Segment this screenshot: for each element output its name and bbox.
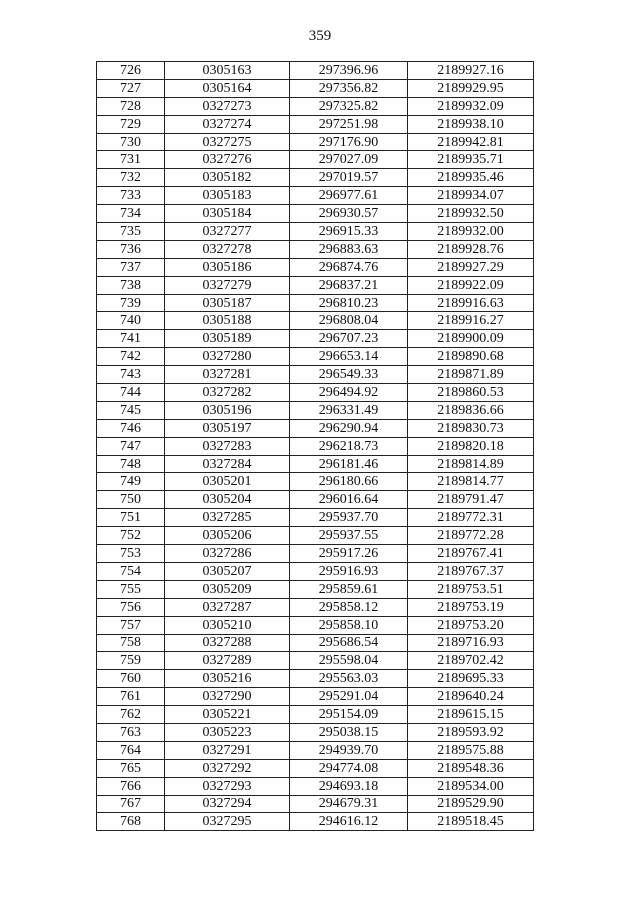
point-id-cell: 0327289	[165, 652, 290, 670]
row-index-cell: 753	[97, 545, 165, 563]
coordinates-table-body	[97, 62, 534, 831]
table-row	[97, 223, 534, 241]
row-index-cell: 727	[97, 79, 165, 97]
point-id-cell: 0305197	[165, 419, 290, 437]
y-coordinate-cell: 2189820.18	[408, 437, 534, 455]
y-coordinate-cell: 2189753.20	[408, 616, 534, 634]
row-index-cell: 763	[97, 723, 165, 741]
x-coordinate-cell: 297176.90	[290, 133, 408, 151]
point-id-cell: 0305189	[165, 330, 290, 348]
point-id-cell: 0305216	[165, 670, 290, 688]
x-coordinate-cell: 297027.09	[290, 151, 408, 169]
table-row	[97, 813, 534, 831]
point-id-cell: 0327278	[165, 240, 290, 258]
row-index-cell: 759	[97, 652, 165, 670]
y-coordinate-cell: 2189695.33	[408, 670, 534, 688]
table-row	[97, 723, 534, 741]
y-coordinate-cell: 2189575.88	[408, 741, 534, 759]
row-index-cell: 731	[97, 151, 165, 169]
row-index-cell: 742	[97, 348, 165, 366]
y-coordinate-cell: 2189871.89	[408, 366, 534, 384]
table-row	[97, 205, 534, 223]
point-id-cell: 0327286	[165, 545, 290, 563]
x-coordinate-cell: 296837.21	[290, 276, 408, 294]
y-coordinate-cell: 2189548.36	[408, 759, 534, 777]
table-row	[97, 437, 534, 455]
table-row	[97, 366, 534, 384]
y-coordinate-cell: 2189836.66	[408, 401, 534, 419]
y-coordinate-cell: 2189932.50	[408, 205, 534, 223]
row-index-cell: 733	[97, 187, 165, 205]
x-coordinate-cell: 296290.94	[290, 419, 408, 437]
row-index-cell: 755	[97, 580, 165, 598]
x-coordinate-cell: 297251.98	[290, 115, 408, 133]
x-coordinate-cell: 296874.76	[290, 258, 408, 276]
row-index-cell: 730	[97, 133, 165, 151]
point-id-cell: 0305201	[165, 473, 290, 491]
x-coordinate-cell: 296181.46	[290, 455, 408, 473]
y-coordinate-cell: 2189772.28	[408, 527, 534, 545]
row-index-cell: 738	[97, 276, 165, 294]
x-coordinate-cell: 295154.09	[290, 706, 408, 724]
table-row	[97, 401, 534, 419]
row-index-cell: 728	[97, 97, 165, 115]
y-coordinate-cell: 2189922.09	[408, 276, 534, 294]
table-row	[97, 741, 534, 759]
table-row	[97, 795, 534, 813]
table-row	[97, 634, 534, 652]
table-row	[97, 580, 534, 598]
row-index-cell: 764	[97, 741, 165, 759]
table-row	[97, 62, 534, 80]
table-row	[97, 598, 534, 616]
y-coordinate-cell: 2189814.77	[408, 473, 534, 491]
y-coordinate-cell: 2189830.73	[408, 419, 534, 437]
row-index-cell: 765	[97, 759, 165, 777]
x-coordinate-cell: 296915.33	[290, 223, 408, 241]
row-index-cell: 756	[97, 598, 165, 616]
x-coordinate-cell: 295291.04	[290, 688, 408, 706]
row-index-cell: 762	[97, 706, 165, 724]
row-index-cell: 754	[97, 562, 165, 580]
y-coordinate-cell: 2189518.45	[408, 813, 534, 831]
y-coordinate-cell: 2189929.95	[408, 79, 534, 97]
row-index-cell: 748	[97, 455, 165, 473]
x-coordinate-cell: 295686.54	[290, 634, 408, 652]
x-coordinate-cell: 295858.12	[290, 598, 408, 616]
table-row	[97, 509, 534, 527]
table-row	[97, 777, 534, 795]
y-coordinate-cell: 2189938.10	[408, 115, 534, 133]
point-id-cell: 0305163	[165, 62, 290, 80]
point-id-cell: 0305223	[165, 723, 290, 741]
x-coordinate-cell: 296977.61	[290, 187, 408, 205]
x-coordinate-cell: 296218.73	[290, 437, 408, 455]
y-coordinate-cell: 2189934.07	[408, 187, 534, 205]
point-id-cell: 0305207	[165, 562, 290, 580]
point-id-cell: 0305182	[165, 169, 290, 187]
table-row	[97, 169, 534, 187]
x-coordinate-cell: 296549.33	[290, 366, 408, 384]
x-coordinate-cell: 296331.49	[290, 401, 408, 419]
point-id-cell: 0305209	[165, 580, 290, 598]
x-coordinate-cell: 297019.57	[290, 169, 408, 187]
row-index-cell: 766	[97, 777, 165, 795]
y-coordinate-cell: 2189791.47	[408, 491, 534, 509]
x-coordinate-cell: 296808.04	[290, 312, 408, 330]
y-coordinate-cell: 2189753.51	[408, 580, 534, 598]
point-id-cell: 0327274	[165, 115, 290, 133]
point-id-cell: 0327288	[165, 634, 290, 652]
table-row	[97, 348, 534, 366]
x-coordinate-cell: 295563.03	[290, 670, 408, 688]
row-index-cell: 739	[97, 294, 165, 312]
point-id-cell: 0327291	[165, 741, 290, 759]
point-id-cell: 0305184	[165, 205, 290, 223]
x-coordinate-cell: 296883.63	[290, 240, 408, 258]
row-index-cell: 761	[97, 688, 165, 706]
x-coordinate-cell: 295937.55	[290, 527, 408, 545]
point-id-cell: 0327284	[165, 455, 290, 473]
table-row	[97, 473, 534, 491]
y-coordinate-cell: 2189529.90	[408, 795, 534, 813]
y-coordinate-cell: 2189593.92	[408, 723, 534, 741]
y-coordinate-cell: 2189927.16	[408, 62, 534, 80]
x-coordinate-cell: 295859.61	[290, 580, 408, 598]
row-index-cell: 747	[97, 437, 165, 455]
y-coordinate-cell: 2189534.00	[408, 777, 534, 795]
point-id-cell: 0305188	[165, 312, 290, 330]
point-id-cell: 0327295	[165, 813, 290, 831]
table-row	[97, 240, 534, 258]
row-index-cell: 740	[97, 312, 165, 330]
y-coordinate-cell: 2189900.09	[408, 330, 534, 348]
x-coordinate-cell: 296653.14	[290, 348, 408, 366]
point-id-cell: 0327290	[165, 688, 290, 706]
table-row	[97, 294, 534, 312]
x-coordinate-cell: 296016.64	[290, 491, 408, 509]
y-coordinate-cell: 2189928.76	[408, 240, 534, 258]
table-row	[97, 384, 534, 402]
y-coordinate-cell: 2189932.09	[408, 97, 534, 115]
table-row	[97, 545, 534, 563]
x-coordinate-cell: 295038.15	[290, 723, 408, 741]
y-coordinate-cell: 2189916.27	[408, 312, 534, 330]
x-coordinate-cell: 295598.04	[290, 652, 408, 670]
row-index-cell: 767	[97, 795, 165, 813]
point-id-cell: 0327287	[165, 598, 290, 616]
x-coordinate-cell: 294679.31	[290, 795, 408, 813]
y-coordinate-cell: 2189767.41	[408, 545, 534, 563]
table-row	[97, 276, 534, 294]
table-row	[97, 652, 534, 670]
y-coordinate-cell: 2189640.24	[408, 688, 534, 706]
y-coordinate-cell: 2189814.89	[408, 455, 534, 473]
table-row	[97, 670, 534, 688]
x-coordinate-cell: 296180.66	[290, 473, 408, 491]
y-coordinate-cell: 2189716.93	[408, 634, 534, 652]
x-coordinate-cell: 294693.18	[290, 777, 408, 795]
y-coordinate-cell: 2189890.68	[408, 348, 534, 366]
page-number: 359	[308, 28, 332, 44]
row-index-cell: 734	[97, 205, 165, 223]
x-coordinate-cell: 297396.96	[290, 62, 408, 80]
point-id-cell: 0305206	[165, 527, 290, 545]
table-row	[97, 330, 534, 348]
table-row	[97, 115, 534, 133]
row-index-cell: 746	[97, 419, 165, 437]
point-id-cell: 0327294	[165, 795, 290, 813]
point-id-cell: 0327293	[165, 777, 290, 795]
row-index-cell: 749	[97, 473, 165, 491]
point-id-cell: 0327276	[165, 151, 290, 169]
y-coordinate-cell: 2189942.81	[408, 133, 534, 151]
point-id-cell: 0305196	[165, 401, 290, 419]
table-row	[97, 258, 534, 276]
point-id-cell: 0305183	[165, 187, 290, 205]
y-coordinate-cell: 2189860.53	[408, 384, 534, 402]
y-coordinate-cell: 2189702.42	[408, 652, 534, 670]
row-index-cell: 744	[97, 384, 165, 402]
x-coordinate-cell: 294939.70	[290, 741, 408, 759]
point-id-cell: 0327280	[165, 348, 290, 366]
row-index-cell: 757	[97, 616, 165, 634]
point-id-cell: 0327275	[165, 133, 290, 151]
point-id-cell: 0305164	[165, 79, 290, 97]
table-row	[97, 759, 534, 777]
table-row	[97, 187, 534, 205]
row-index-cell: 768	[97, 813, 165, 831]
coordinates-table	[96, 61, 534, 831]
x-coordinate-cell: 296707.23	[290, 330, 408, 348]
point-id-cell: 0327292	[165, 759, 290, 777]
x-coordinate-cell: 297356.82	[290, 79, 408, 97]
y-coordinate-cell: 2189932.00	[408, 223, 534, 241]
x-coordinate-cell: 295937.70	[290, 509, 408, 527]
point-id-cell: 0305221	[165, 706, 290, 724]
row-index-cell: 735	[97, 223, 165, 241]
point-id-cell: 0327283	[165, 437, 290, 455]
table-row	[97, 151, 534, 169]
table-row	[97, 527, 534, 545]
table-row	[97, 133, 534, 151]
y-coordinate-cell: 2189935.71	[408, 151, 534, 169]
table-row	[97, 491, 534, 509]
x-coordinate-cell: 296810.23	[290, 294, 408, 312]
row-index-cell: 760	[97, 670, 165, 688]
point-id-cell: 0305210	[165, 616, 290, 634]
row-index-cell: 745	[97, 401, 165, 419]
table-row	[97, 616, 534, 634]
table-row	[97, 79, 534, 97]
y-coordinate-cell: 2189935.46	[408, 169, 534, 187]
row-index-cell: 758	[97, 634, 165, 652]
point-id-cell: 0327279	[165, 276, 290, 294]
row-index-cell: 752	[97, 527, 165, 545]
x-coordinate-cell: 294774.08	[290, 759, 408, 777]
row-index-cell: 732	[97, 169, 165, 187]
point-id-cell: 0327285	[165, 509, 290, 527]
row-index-cell: 737	[97, 258, 165, 276]
x-coordinate-cell: 297325.82	[290, 97, 408, 115]
table-row	[97, 97, 534, 115]
row-index-cell: 751	[97, 509, 165, 527]
point-id-cell: 0305187	[165, 294, 290, 312]
row-index-cell: 729	[97, 115, 165, 133]
x-coordinate-cell: 295917.26	[290, 545, 408, 563]
row-index-cell: 741	[97, 330, 165, 348]
point-id-cell: 0327277	[165, 223, 290, 241]
point-id-cell: 0305204	[165, 491, 290, 509]
row-index-cell: 750	[97, 491, 165, 509]
row-index-cell: 743	[97, 366, 165, 384]
table-row	[97, 419, 534, 437]
x-coordinate-cell: 294616.12	[290, 813, 408, 831]
row-index-cell: 726	[97, 62, 165, 80]
x-coordinate-cell: 296930.57	[290, 205, 408, 223]
table-row	[97, 562, 534, 580]
point-id-cell: 0305186	[165, 258, 290, 276]
point-id-cell: 0327273	[165, 97, 290, 115]
y-coordinate-cell: 2189767.37	[408, 562, 534, 580]
y-coordinate-cell: 2189615.15	[408, 706, 534, 724]
table-row	[97, 688, 534, 706]
x-coordinate-cell: 295858.10	[290, 616, 408, 634]
point-id-cell: 0327281	[165, 366, 290, 384]
row-index-cell: 736	[97, 240, 165, 258]
point-id-cell: 0327282	[165, 384, 290, 402]
table-row	[97, 455, 534, 473]
table-row	[97, 706, 534, 724]
y-coordinate-cell: 2189927.29	[408, 258, 534, 276]
table-row	[97, 312, 534, 330]
y-coordinate-cell: 2189753.19	[408, 598, 534, 616]
y-coordinate-cell: 2189916.63	[408, 294, 534, 312]
y-coordinate-cell: 2189772.31	[408, 509, 534, 527]
x-coordinate-cell: 295916.93	[290, 562, 408, 580]
x-coordinate-cell: 296494.92	[290, 384, 408, 402]
